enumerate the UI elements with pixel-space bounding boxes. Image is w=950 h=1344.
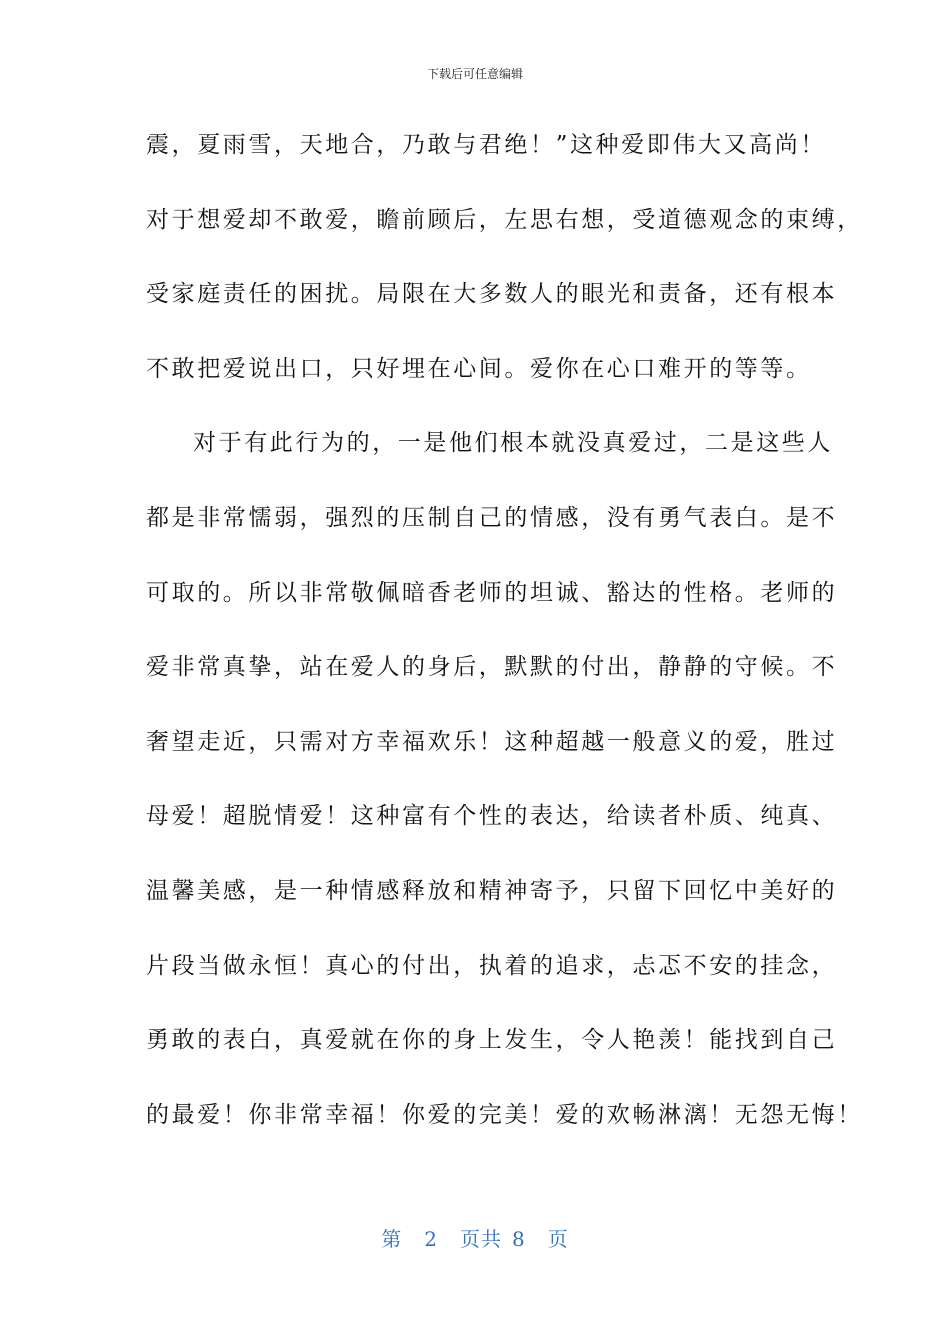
page-number-footer xyxy=(0,1226,950,1252)
text-line: 的最爱！你非常幸福！你爱的完美！爱的欢畅淋漓！无怨无悔！ xyxy=(146,1101,863,1128)
current-page-number: 2 xyxy=(424,1227,438,1251)
page-header-note: 下载后可任意编辑 xyxy=(426,67,523,81)
total-pages-number: 8 xyxy=(512,1227,526,1251)
document-body xyxy=(146,120,863,1164)
text-line: 奢望走近，只需对方幸福欢乐！这种超越一般意义的爱，胜过 xyxy=(146,728,838,755)
footer-prefix: 第 xyxy=(381,1227,403,1251)
text-line: 勇敢的表白，真爱就在你的身上发生，令人艳羡！能找到自己 xyxy=(146,1027,838,1054)
text-line: 震，夏雨雪，天地合，乃敢与君绝！”这种爱即伟大又高尚！ xyxy=(146,132,826,158)
text-line: 都是非常懦弱，强烈的压制自己的情感，没有勇气表白。是不 xyxy=(146,504,838,531)
footer-middle: 页共 xyxy=(460,1227,502,1251)
text-line: 温馨美感，是一种情感释放和精神寄予，只留下回忆中美好的 xyxy=(146,877,838,904)
text-line: 不敢把爱说出口，只好埋在心间。爱你在心口难开的等等。 xyxy=(146,355,812,382)
text-line: 对于想爱却不敢爱，瞻前顾后，左思右想，受道德观念的束缚， xyxy=(146,206,863,233)
text-line: 片段当做永恒！真心的付出，执着的追求，忐忑不安的挂念， xyxy=(146,952,838,979)
paragraph-start-line: 对于有此行为的，一是他们根本就没真爱过，二是这些人 xyxy=(193,430,833,457)
text-line: 爱非常真挚，站在爱人的身后，默默的付出，静静的守候。不 xyxy=(146,654,838,681)
text-line: 母爱！超脱情爱！这种富有个性的表达，给读者朴质、纯真、 xyxy=(146,803,838,830)
text-line: 受家庭责任的困扰。局限在大多数人的眼光和责备，还有根本 xyxy=(146,281,838,308)
text-line: 可取的。所以非常敬佩暗香老师的坦诚、豁达的性格。老师的 xyxy=(146,579,838,606)
footer-suffix: 页 xyxy=(547,1227,569,1251)
